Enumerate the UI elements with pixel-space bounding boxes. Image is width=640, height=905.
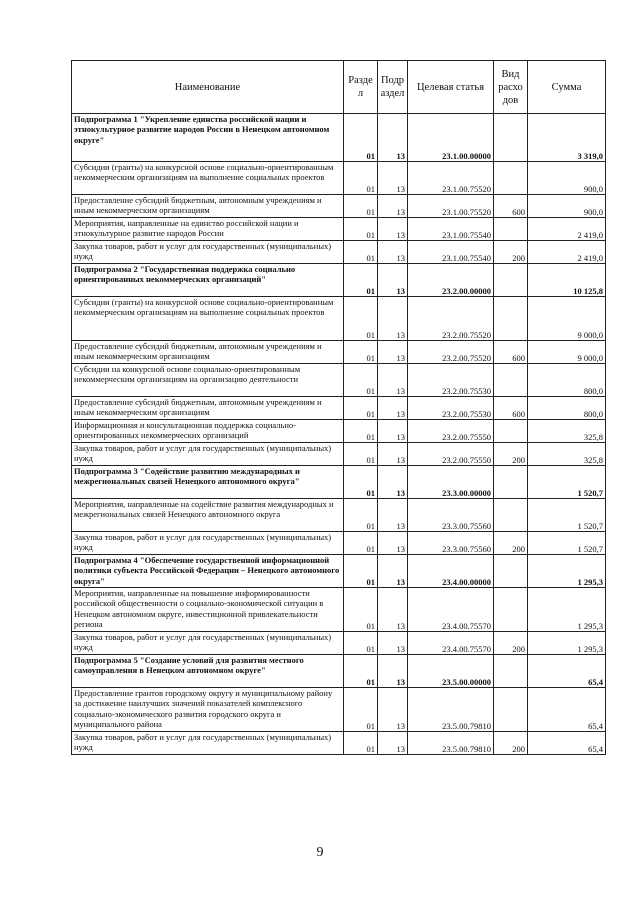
table-row [72,341,606,364]
row-podrazdel: 13 [378,297,408,341]
row-sum: 65,4 [528,655,606,688]
row-podrazdel: 13 [378,218,408,241]
row-name: Предоставление субсидий бюджетным, автономным учреждениям и иным некоммерческим организациям [72,341,344,364]
row-podrazdel: 13 [378,466,408,499]
table-row [72,420,606,443]
row-expense-type: 200 [494,732,528,755]
row-podrazdel: 13 [378,688,408,732]
table-row [72,588,606,632]
row-target-article: 23.2.00.75520 [408,341,494,364]
row-podrazdel: 13 [378,732,408,755]
row-podrazdel: 13 [378,162,408,195]
row-expense-type: 600 [494,397,528,420]
row-expense-type: 200 [494,443,528,466]
header-sum: Сумма [528,61,606,114]
row-razdel: 01 [344,341,378,364]
row-target-article: 23.2.00.00000 [408,264,494,297]
table-row [72,499,606,532]
header-target-article: Целевая статья [408,61,494,114]
row-name: Субсидии (гранты) на конкурсной основе социально-ориентированным некоммерческим организациям на выполнение социальных проектов [72,162,344,195]
row-podrazdel: 13 [378,499,408,532]
row-razdel: 01 [344,364,378,397]
row-target-article: 23.5.00.79810 [408,688,494,732]
table-row [72,241,606,264]
row-expense-type [494,264,528,297]
row-podrazdel: 13 [378,264,408,297]
row-target-article: 23.2.00.75550 [408,420,494,443]
row-razdel: 01 [344,466,378,499]
table-row [72,364,606,397]
row-sum: 900,0 [528,162,606,195]
row-razdel: 01 [344,397,378,420]
row-podrazdel: 13 [378,114,408,162]
row-target-article: 23.2.00.75530 [408,397,494,420]
row-sum: 9 000,0 [528,341,606,364]
row-razdel: 01 [344,588,378,632]
row-target-article: 23.1.00.75540 [408,241,494,264]
row-name: Подпрограмма 5 "Создание условий для развития местного самоуправления в Ненецком автономном округе" [72,655,344,688]
row-name: Мероприятия, направленные на единство российской нации и этнокультурное развитие народов России [72,218,344,241]
row-podrazdel: 13 [378,241,408,264]
row-target-article: 23.1.00.75520 [408,195,494,218]
row-expense-type [494,218,528,241]
row-razdel: 01 [344,532,378,555]
row-sum: 1 295,3 [528,588,606,632]
table-row [72,297,606,341]
table-row [72,443,606,466]
row-target-article: 23.1.00.00000 [408,114,494,162]
row-razdel: 01 [344,195,378,218]
row-razdel: 01 [344,632,378,655]
table-row [72,688,606,732]
table-row [72,264,606,297]
table-row [72,195,606,218]
page-number: 9 [316,845,324,860]
table-row [72,162,606,195]
row-podrazdel: 13 [378,397,408,420]
row-sum: 800,0 [528,364,606,397]
row-expense-type [494,420,528,443]
row-sum: 9 000,0 [528,297,606,341]
row-razdel: 01 [344,114,378,162]
row-podrazdel: 13 [378,341,408,364]
row-target-article: 23.2.00.75550 [408,443,494,466]
row-name: Закупка товаров, работ и услуг для государственных (муниципальных) нужд [72,241,344,264]
row-podrazdel: 13 [378,364,408,397]
row-razdel: 01 [344,264,378,297]
row-name: Предоставление субсидий бюджетным, автономным учреждениям и иным некоммерческим организациям [72,195,344,218]
table-row [72,466,606,499]
row-sum: 900,0 [528,195,606,218]
header-expense-type: Вид расхо дов [494,61,528,114]
row-expense-type: 600 [494,195,528,218]
row-expense-type [494,655,528,688]
table-row [72,218,606,241]
row-razdel: 01 [344,162,378,195]
row-name: Субсидии (гранты) на конкурсной основе социально-ориентированным некоммерческим организациям на выполнение социальных проектов [72,297,344,341]
row-sum: 2 419,0 [528,218,606,241]
table-row [72,532,606,555]
row-target-article: 23.3.00.75560 [408,499,494,532]
row-expense-type [494,162,528,195]
table-row [72,397,606,420]
row-expense-type: 200 [494,632,528,655]
row-target-article: 23.4.00.00000 [408,555,494,588]
row-expense-type [494,588,528,632]
row-razdel: 01 [344,241,378,264]
row-expense-type: 200 [494,532,528,555]
table-header [72,61,606,114]
row-expense-type: 200 [494,241,528,264]
row-sum: 1 295,3 [528,555,606,588]
row-expense-type [494,688,528,732]
row-target-article: 23.3.00.00000 [408,466,494,499]
row-name: Закупка товаров, работ и услуг для государственных (муниципальных) нужд [72,632,344,655]
row-expense-type [494,466,528,499]
header-razdel: Разде л [344,61,378,114]
header-podrazdel: Подр аздел [378,61,408,114]
row-sum: 3 319,0 [528,114,606,162]
row-podrazdel: 13 [378,195,408,218]
row-name: Закупка товаров, работ и услуг для государственных (муниципальных) нужд [72,443,344,466]
row-razdel: 01 [344,499,378,532]
row-sum: 2 419,0 [528,241,606,264]
row-razdel: 01 [344,732,378,755]
row-podrazdel: 13 [378,555,408,588]
row-sum: 65,4 [528,688,606,732]
row-target-article: 23.4.00.75570 [408,632,494,655]
row-expense-type [494,114,528,162]
row-expense-type [494,297,528,341]
row-name: Мероприятия, направленные на повышение информированности российской общественности о социально-экономической ситуации в Ненецком автономном округе, инвестиционной привлекательности региона [72,588,344,632]
table-body [72,114,606,755]
row-name: Подпрограмма 3 "Содействие развитию международных и межрегиональных связей Ненецкого автономного округа" [72,466,344,499]
row-name: Подпрограмма 1 "Укрепление единства российской нации и этнокультурное развитие народов России в Ненецком автономном округе" [72,114,344,162]
row-podrazdel: 13 [378,632,408,655]
row-name: Мероприятия, направленные на содействие развития международных и межрегиональных связей Ненецкого автономного округа [72,499,344,532]
row-sum: 1 520,7 [528,499,606,532]
row-razdel: 01 [344,297,378,341]
row-razdel: 01 [344,688,378,732]
row-target-article: 23.3.00.75560 [408,532,494,555]
row-expense-type: 600 [494,341,528,364]
row-sum: 1 520,7 [528,532,606,555]
table-row [72,732,606,755]
table-row [72,114,606,162]
row-name: Закупка товаров, работ и услуг для государственных (муниципальных) нужд [72,732,344,755]
row-target-article: 23.5.00.00000 [408,655,494,688]
row-target-article: 23.2.00.75520 [408,297,494,341]
row-podrazdel: 13 [378,443,408,466]
row-target-article: 23.2.00.75530 [408,364,494,397]
row-target-article: 23.4.00.75570 [408,588,494,632]
row-sum: 325,8 [528,443,606,466]
table-row [72,655,606,688]
header-name: Наименование [72,61,344,114]
row-name: Информационная и консультационная поддержка социально-ориентированных некоммерческих организаций [72,420,344,443]
row-razdel: 01 [344,655,378,688]
row-expense-type [494,499,528,532]
row-name: Предоставление субсидий бюджетным, автономным учреждениям и иным некоммерческим организациям [72,397,344,420]
table-row [72,555,606,588]
row-name: Закупка товаров, работ и услуг для государственных (муниципальных) нужд [72,532,344,555]
row-sum: 1 520,7 [528,466,606,499]
row-sum: 325,8 [528,420,606,443]
row-name: Подпрограмма 2 "Государственная поддержка социально ориентированных некоммерческих организаций" [72,264,344,297]
row-target-article: 23.1.00.75540 [408,218,494,241]
row-sum: 1 295,3 [528,632,606,655]
row-expense-type [494,555,528,588]
row-razdel: 01 [344,555,378,588]
row-target-article: 23.1.00.75520 [408,162,494,195]
row-sum: 800,0 [528,397,606,420]
row-razdel: 01 [344,443,378,466]
row-razdel: 01 [344,218,378,241]
row-podrazdel: 13 [378,532,408,555]
row-name: Предоставление грантов городскому округу и муниципальному району за достижение наилучших значений показателей комплексного социально-экономического развития городского округа и муниципального района [72,688,344,732]
budget-table [71,60,606,755]
row-razdel: 01 [344,420,378,443]
row-target-article: 23.5.00.79810 [408,732,494,755]
row-sum: 65,4 [528,732,606,755]
row-podrazdel: 13 [378,588,408,632]
row-name: Подпрограмма 4 "Обеспечение государственной информационной политики субъекта Российской Федерации – Ненецкого автономного округа" [72,555,344,588]
row-podrazdel: 13 [378,420,408,443]
row-sum: 10 125,8 [528,264,606,297]
row-name: Субсидии на конкурсной основе социально-ориентированным некоммерческим организациям на организацию деятельности [72,364,344,397]
row-podrazdel: 13 [378,655,408,688]
table-row [72,632,606,655]
row-expense-type [494,364,528,397]
